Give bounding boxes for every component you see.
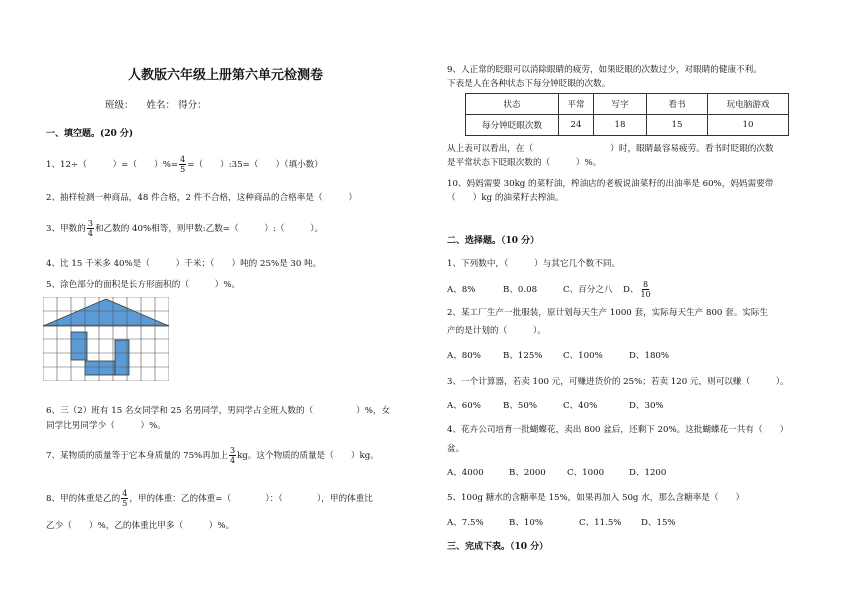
q1-1-part-a: 1、12÷（ ）=（ ）%= — [46, 160, 179, 170]
option-a: A、8% — [447, 285, 476, 295]
option-b: B、125% — [503, 351, 543, 361]
question-1-10-line2: （ ）kg 的油菜籽去榨油。 — [447, 193, 564, 203]
table-cell: 15 — [647, 115, 708, 136]
option-c: C、11.5% — [579, 518, 622, 528]
fraction-denominator: 4 — [230, 456, 236, 465]
question-2-1: 1、下列数中，（ ）与其它几个数不同。 — [447, 259, 621, 269]
question-2-2-options — [447, 349, 669, 361]
table-cell: 每分钟眨眼次数 — [466, 115, 559, 136]
question-1-2: 2、抽样检测一种商品，48 件合格，2 件不合格，这种商品的合格率是（ ） — [46, 193, 357, 203]
page-title: 人教版六年级上册第六单元检测卷 — [128, 68, 324, 83]
question-2-1-options — [447, 280, 653, 299]
question-2-2-line2: 产的是计划的（ ）。 — [447, 326, 546, 336]
question-1-3 — [46, 219, 323, 238]
blink-rate-table — [465, 93, 789, 136]
question-1-6-line1: 6、三（2）班有 15 名女同学和 25 名男同学，男同学占全班人数的（ ）%，女 — [46, 406, 391, 416]
table-cell: 玩电脑游戏 — [708, 94, 789, 115]
option-c: C、40% — [563, 401, 598, 411]
table-cell: 状态 — [466, 94, 559, 115]
q1-3-part-a: 3、甲数的 — [46, 224, 86, 234]
question-2-2-line1: 2、某工厂生产一批服装，原计划每天生产 1000 套，实际每天生产 800 套。实际生 — [447, 308, 769, 318]
fraction-denominator: 10 — [640, 290, 651, 299]
table-row — [466, 115, 789, 136]
option-a: A、4000 — [447, 468, 484, 478]
name-label: 姓名： — [146, 100, 176, 111]
question-2-4-line2: 盆。 — [447, 444, 465, 454]
question-1-9-after2: 是平常状态下眨眼次数的（ ）%。 — [447, 158, 602, 168]
fraction-numerator: 8 — [643, 280, 649, 289]
fraction — [121, 489, 128, 508]
fraction-numerator: 3 — [87, 219, 93, 228]
student-info — [105, 97, 207, 111]
q1-7-part-b: kg。这个物质的质量是（ ）kg。 — [237, 451, 379, 461]
option-b: B、50% — [503, 401, 538, 411]
fraction-denominator: 5 — [180, 165, 186, 174]
question-2-4-options — [447, 466, 666, 478]
table-cell: 24 — [559, 115, 594, 136]
q1-1-part-b: =（ ）:35=（ ）（填小数） — [187, 160, 323, 170]
class-label: 班级： — [105, 100, 134, 111]
section-choice-heading: 二、选择题。（10 分） — [447, 236, 540, 246]
fraction-numerator: 4 — [180, 155, 186, 164]
option-c: C、百分之八 — [563, 285, 613, 295]
fraction — [639, 280, 651, 299]
section-fill-heading: 一、填空题。(20 分) — [46, 129, 134, 139]
option-d: D、15% — [641, 518, 676, 528]
q1-8-part-a: 8、甲的体重是乙的 — [46, 494, 121, 504]
question-1-9-line2: 下表是人在各种状态下每分钟眨眼的次数。 — [447, 79, 611, 89]
option-d: D、30% — [629, 401, 664, 411]
q1-8-part-b: ，甲的体重：乙的体重=（ ）：（ ），甲的体重比 — [129, 494, 373, 504]
question-1-9-line1: 9、人正常的眨眼可以消除眼睛的疲劳，如果眨眼的次数过少，对眼睛的健康不利。 — [447, 65, 762, 75]
fraction-denominator: 5 — [122, 499, 128, 508]
shaded-bottom-rect — [85, 361, 115, 375]
table-cell: 平常 — [559, 94, 594, 115]
question-1-1 — [46, 155, 323, 174]
question-1-10-line1: 10、妈妈需要 30kg 的菜籽油，榨油店的老板说油菜籽的出油率是 60%，妈妈需要带 — [447, 179, 774, 189]
table-cell: 看书 — [647, 94, 708, 115]
question-2-5: 5、100g 糖水的含糖率是 15%，如果再加入 50g 水，那么含糖率是（ ） — [447, 493, 745, 503]
option-b: B、2000 — [509, 468, 546, 478]
table-cell: 18 — [594, 115, 647, 136]
shaded-left-rect — [71, 332, 87, 360]
option-d — [623, 280, 653, 299]
question-1-7 — [46, 446, 379, 465]
q1-3-part-b: 和乙数的 40%相等，则甲数:乙数=（ ）:（ ）。 — [94, 224, 324, 234]
section-table-heading: 三、完成下表。（10 分） — [447, 542, 549, 552]
option-a: A、80% — [447, 351, 481, 361]
question-1-8 — [46, 489, 373, 508]
table-cell: 10 — [708, 115, 789, 136]
option-b: B、0.08 — [503, 285, 538, 295]
option-c: C、100% — [563, 351, 603, 361]
option-d-label: D、 — [623, 285, 639, 295]
fraction-numerator: 3 — [230, 446, 236, 455]
question-2-3-options — [447, 399, 664, 411]
option-c: C、1000 — [567, 468, 605, 478]
option-d: D、180% — [629, 351, 670, 361]
question-1-9-after1: 从上表可以看出，在（ ）时，眼睛最容易疲劳。看书时眨眼的次数 — [447, 144, 774, 154]
fraction-numerator: 4 — [122, 489, 128, 498]
fraction — [229, 446, 236, 465]
question-1-4: 4、比 15 千米多 40%是（ ）千米；（ ）吨的 25%是 30 吨。 — [46, 259, 322, 269]
shaded-area-figure — [43, 297, 169, 384]
fraction — [87, 219, 94, 238]
fraction — [179, 155, 186, 174]
shaded-triangle-roof — [43, 299, 169, 326]
question-1-5: 5、涂色部分的面积是长方形面积的（ ）%。 — [46, 280, 241, 290]
q1-7-part-a: 7、某物质的质量等于它本身质量的 75%再加上 — [46, 451, 228, 461]
fraction-denominator: 4 — [87, 229, 93, 238]
question-2-4-line1: 4、花卉公司培育一批蝴蝶花，卖出 800 盆后，还剩下 20%。这批蝴蝶花一共有（ ） — [447, 425, 789, 435]
score-label: 得分： — [178, 100, 207, 111]
table-header-row — [466, 94, 789, 115]
question-2-3: 3、一个计算器，若卖 100 元，可赚进货价的 25%；若卖 120 元，则可以赚（ ）。 — [447, 377, 789, 387]
grid-diagram — [43, 297, 169, 381]
question-1-6-line2: 同学比男同学少（ ）%。 — [46, 421, 166, 431]
question-2-5-options — [447, 516, 676, 528]
table-cell: 写字 — [594, 94, 647, 115]
option-d: D、1200 — [629, 468, 667, 478]
option-a: A、7.5% — [447, 518, 484, 528]
option-a: A、60% — [447, 401, 481, 411]
option-b: B、10% — [509, 518, 544, 528]
question-1-8-line2: 乙少（ ）%，乙的体重比甲多（ ）%。 — [46, 521, 235, 531]
